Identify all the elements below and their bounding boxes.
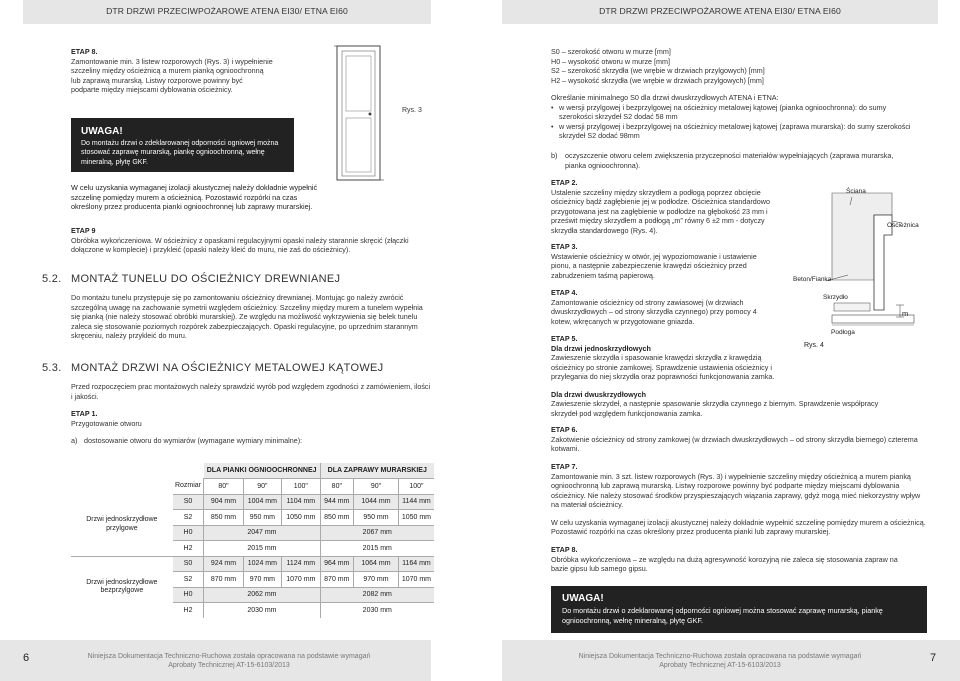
right-etap8-text: Obróbka wykończeniowa – ze względu na dużą agresywność korozyjną nie zaleca się stosowania zapraw na bazie gipsu lub samego gipsu.	[551, 554, 898, 573]
cell: 950 mm	[243, 510, 281, 526]
right-etap8-title: ETAP 8.	[551, 545, 578, 554]
left-etap1-title: ETAP 1.	[71, 409, 98, 418]
left-footer-note	[84, 652, 374, 671]
right-etap7-text2: W celu uzyskania wymaganej izolacji akustycznej należy dokładnie wypełnić szczelinę pomiędzy murem a ościeżnicą. Pozostawić rozpórki na czas określony przez producenta pianki lub zaprawy murarskiej.	[551, 517, 926, 536]
cell: 1044 mm	[354, 494, 399, 510]
right-footer-note	[565, 652, 875, 671]
left-footer-line-2: Aprobaty Technicznej AT-15-6103/2013	[168, 662, 290, 670]
left-page-number: 6	[23, 652, 30, 664]
cell: 944 mm	[320, 494, 354, 510]
cell-pianka: 2047 mm	[204, 525, 320, 541]
section-5-3-number: 5.3.	[42, 362, 62, 374]
section-5-2-title: MONTAŻ TUNELU DO OŚCIEŻNICY DREWNIANEJ	[71, 273, 341, 285]
right-header-title: DTR DRZWI PRZECIWPOŻAROWE ATENA EI30/ ETNA EI60	[599, 6, 841, 17]
row-key: H2	[173, 603, 204, 619]
row-key: H0	[173, 525, 204, 541]
left-etap9-title: ETAP 9	[71, 226, 96, 235]
figure-3-label: Rys. 3	[402, 107, 422, 114]
cell: 1050 mm	[282, 510, 320, 526]
point-b	[551, 151, 911, 170]
left-header-title: DTR DRZWI PRZECIWPOŻAROWE ATENA EI30/ ETNA EI60	[106, 6, 348, 17]
section-5-2-text: Do montażu tunelu przystępuje się po zamontowaniu ościeżnicy drewnianej. Montując go należy zwrócić szczególną uwagę na zachowanie symetrii względem ościeżnicy. Szczeliny między murem a tunelem wypełnia się pianką (nie należy stosować obróbki murarskiej). Ze względu na możliwość wykrzywienia się belek tunelu zaleca się stosowanie poziomych rozpórek zabezpieczających. Opaski regulacyjne, po uprzednim starannym skręceniu, należy przykleić do muru.	[71, 293, 423, 340]
cell: 1164 mm	[398, 556, 434, 572]
cell-zaprawa: 2030 mm	[362, 606, 392, 614]
fig4-label-skrzydlo: Skrzydło	[823, 294, 848, 301]
left-etap8-title: ETAP 8.	[71, 47, 98, 56]
right-etap6-text: Zakotwienie ościeżnicy od strony zamkowej (w drzwiach dwuskrzydłowych – od strony skrzydła biernego) czterema kotwami.	[551, 434, 918, 453]
def-s0: S0 – szerokość otworu w murze [mm]	[551, 47, 671, 56]
def-s2: S2 – szerokość skrzydła (we wrębie w drzwiach przylgowych) [mm]	[551, 66, 765, 75]
cell: 964 mm	[320, 556, 354, 572]
def-h0: H0 – wysokość otworu w murze [mm]	[551, 56, 671, 66]
left-etap9-text: Obróbka wykończeniowa. W ościeżnicy z opaskami regulacyjnymi opaski należy starannie skręcić (złączki dołączone w komplecie) i przykleić (opaski należy kleić do muru, nie zaś do ościeżnicy).	[71, 235, 409, 254]
s0-bullet-1: • w wersji przylgowej i bezprzylgowej na ościeżnicy metalowej kątowej (pianka ognioochronna): do sumy szerokości skrzydeł S2 dodać 58 mm	[551, 103, 911, 122]
left-etap8	[71, 47, 273, 95]
cell: 1070 mm	[282, 572, 320, 588]
left-etap1	[71, 409, 371, 428]
point-a	[71, 436, 401, 446]
fig4-label-m: m	[902, 309, 909, 318]
left-etap8-text: Zamontowanie min. 3 listew rozporowych (Rys. 3) i wypełnienie szczeliny między ościeżnicą a murem pianką ognioochronną lub zaprawą murarską. Listwy rozporowe powinny być podparte między miejscami dyblowania ościeżnicy.	[71, 56, 273, 94]
right-etap4-text: Zamontowanie ościeżnicy od strony zawiasowej (w drzwiach dwuskrzydłowych – od strony skrzydła czynnego) przy pomocy 4 kotew, wkręcanych w przygotowane gniazda.	[551, 297, 757, 326]
cell: 850 mm	[204, 510, 243, 526]
cell: 970 mm	[243, 572, 281, 588]
point-a-label: a)	[71, 436, 78, 445]
row-key: S2	[173, 510, 204, 526]
definitions	[551, 47, 931, 85]
header-zaprawa: DLA ZAPRAWY MURARSKIEJ	[320, 463, 434, 479]
right-etap4-title: ETAP 4.	[551, 288, 578, 297]
header-pianka: DLA PIANKI OGNIOOCHRONNEJ	[204, 463, 320, 479]
group-label-przylgowe: Drzwi jednoskrzydłowe przylgowe	[71, 494, 173, 556]
right-footer-line-1: Niniejsza Dokumentacja Techniczno-Ruchowa została opracowana na podstawie wymagań	[578, 653, 862, 660]
row-key: H0	[173, 587, 204, 603]
right-etap3-text: Wstawienie ościeżnicy w otwór, jej wypoziomowanie i ustawienie pionu, a następnie zabezpieczenie krawędzi ościeżnicy przed zabrudzeniem taśmą papierową.	[551, 251, 757, 280]
right-etap7-title: ETAP 7.	[551, 462, 578, 471]
left-footer-line-1: Niniejsza Dokumentacja Techniczno-Ruchowa została opracowana na podstawie wymagań	[87, 653, 371, 660]
row-key: S0	[173, 556, 204, 572]
right-etap7-text: Zamontowanie min. 3 szt. listew rozporowych (Rys. 3) i wypełnienie szczeliny między ościeżnicą a murem pianką ognioochronną lub zaprawą murarską. Listwy rozporowe powinny być podparte między miejscami dyblowania ościeżnicy. Nie należy stosować środków przyspieszających wiązania zaprawy, gdyż mogą mieć niekorzystny wpływ na materiał ościeżnicy.	[551, 471, 921, 509]
left-page-header	[23, 0, 431, 24]
size-cell: 90"	[354, 479, 399, 495]
s0-intro: Określanie minimalnego S0 dla drzwi dwuskrzydłowych ATENA i ETNA:	[551, 93, 779, 102]
fig4-label-rys4: Rys. 4	[804, 342, 824, 349]
right-warning-title: UWAGA!	[562, 593, 604, 604]
s0-bullet-2: • w wersji przylgowej i bezprzylgowej na ościeżnicy metalowej kątowej (zaprawa murarska): do sumy szerokości skrzydeł S2 dodać 98mm	[551, 122, 911, 141]
right-footer-line-2: Aprobaty Technicznej AT-15-6103/2013	[659, 662, 781, 670]
fig4-label-sciana: Ściana	[846, 188, 866, 195]
point-b-text: oczyszczenie otworu celem zwiększenia przyczepności materiałów wypełniających (zaprawa murarska, pianka ognioochronna).	[565, 151, 894, 170]
right-etap8	[551, 545, 911, 574]
cell-pianka: 2015 mm	[204, 541, 320, 557]
size-cell: 100"	[398, 479, 434, 495]
right-page-number: 7	[930, 652, 937, 664]
right-etap2-title: ETAP 2.	[551, 178, 578, 187]
cell: 1124 mm	[282, 556, 320, 572]
figure-4-section-drawing	[792, 185, 922, 355]
left-insulation-text: W celu uzyskania wymaganej izolacji akustycznej należy dokładnie wypełnić szczelinę pomiędzy murem a ościeżnicą. Pozostawić rozpórki na czas określony przez producenta pianki ognioochronnej lub zaprawy murarskiej.	[71, 183, 318, 212]
right-etap5-title: ETAP 5.	[551, 334, 578, 343]
cell: 1050 mm	[398, 510, 434, 526]
dimensions-table	[71, 463, 434, 618]
cell: 1024 mm	[243, 556, 281, 572]
cell: 970 mm	[354, 572, 399, 588]
right-etap6-title: ETAP 6.	[551, 425, 578, 434]
size-cell: 80"	[320, 479, 354, 495]
rozmiar-label: Rozmiar	[173, 479, 204, 495]
right-etap2	[551, 178, 783, 235]
right-etap2-text: Ustalenie szczeliny między skrzydłem a podłogą poprzez obcięcie ościeżnicy bądź zagłębienie jej w podłodze. Ościeżnica standardowo przygotowana jest na zagłębienie w podłodze na głębokość 23 mm i prześwit między skrzydłem a podłogą „m” równy 6 ±2 mm - dotyczy skrzydła standardowego (Rys. 4).	[551, 187, 770, 235]
right-page-header	[502, 0, 938, 24]
point-b-label: b)	[551, 151, 558, 160]
cell-pianka: 2062 mm	[204, 587, 320, 603]
right-etap5-text1: Zawieszenie skrzydła i spasowanie krawędzi skrzydła z krawędzią ościeżnicy po stronie zamkowej. Sprawdzenie ustawienia ościeżnicy i przylegania do niej skrzydła oraz poprawności funkcjonowania zamka.	[551, 353, 775, 381]
cell: 904 mm	[204, 494, 243, 510]
cell-pianka: 2030 mm	[204, 603, 320, 619]
right-etap5-text2: Zawieszenie skrzydeł, a następnie spasowanie skrzydła czynnego z biernym. Sprawdzenie współpracy skrzydeł pod względem funkcjonowania zamka.	[551, 399, 879, 418]
row-key: S0	[173, 494, 204, 510]
figure-3-door-drawing	[334, 42, 384, 184]
table-row-sizes	[71, 479, 434, 495]
size-cell: 90"	[243, 479, 281, 495]
size-cell: 100"	[282, 479, 320, 495]
right-etap4	[551, 288, 773, 326]
fig4-label-oscieznica: Ościeżnica	[887, 222, 919, 229]
left-warning-text: Do montażu drzwi o zdeklarowanej odporności ogniowej można stosować zaprawę murarską, piankę ognioochronną, wełnę mineralną, płytę GKF.	[81, 140, 279, 166]
right-etap5-sub2: Dla drzwi dwuskrzydłowych	[551, 389, 647, 399]
cell: 1064 mm	[354, 556, 399, 572]
table-row	[71, 494, 434, 510]
right-warning-text: Do montażu drzwi o zdeklarowanej odporności ogniowej można stosować zaprawę murarską, piankę ognioochronną, wełnę mineralną, płytę GKF.	[562, 606, 883, 625]
cell-zaprawa: 2082 mm	[320, 587, 434, 603]
right-etap6	[551, 425, 921, 454]
cell: 1104 mm	[282, 494, 320, 510]
cell: 1070 mm	[398, 572, 434, 588]
cell-zaprawa: 2067 mm	[320, 525, 434, 541]
section-5-3-heading	[42, 361, 383, 376]
right-etap5-sub1: Dla drzwi jednoskrzydłowych	[551, 343, 651, 353]
section-5-3-title: MONTAŻ DRZWI NA OŚCIEŻNICY METALOWEJ KĄTOWEJ	[71, 362, 384, 374]
left-warning-box	[71, 118, 294, 172]
left-etap1-text: Przygotowanie otworu	[71, 418, 142, 428]
left-warning-title: UWAGA!	[81, 126, 123, 137]
cell-zaprawa: 2015 mm	[320, 541, 434, 557]
size-cell: 80"	[204, 479, 243, 495]
point-a-text: dostosowanie otworu do wymiarów (wymagane wymiary minimalne):	[84, 436, 303, 445]
def-h2: H2 – wysokość skrzydła (we wrębie w drzwiach przylgowych) [mm]	[551, 75, 764, 85]
fig4-label-beton: Beton/Fianka	[793, 276, 832, 283]
cell: 1144 mm	[398, 494, 434, 510]
cell: 1004 mm	[243, 494, 281, 510]
section-5-2-heading	[42, 272, 340, 287]
cell: 870 mm	[204, 572, 243, 588]
table-row	[71, 556, 434, 572]
left-etap9	[71, 226, 426, 255]
cell: 950 mm	[354, 510, 399, 526]
row-key: H2	[173, 541, 204, 557]
section-5-3-text: Przed rozpoczęciem prac montażowych należy sprawdzić wyrób pod względem zgodności z zamówieniem, ilości i jakości.	[71, 382, 431, 401]
cell: 850 mm	[320, 510, 354, 526]
right-etap3-title: ETAP 3.	[551, 242, 578, 251]
group-label-bezprzylgowe: Drzwi jednoskrzydłowe bezprzylgowe	[86, 578, 158, 595]
cell: 924 mm	[204, 556, 243, 572]
row-key: S2	[173, 572, 204, 588]
right-warning-box	[551, 586, 927, 633]
cell: 870 mm	[320, 572, 354, 588]
section-5-2-number: 5.2.	[42, 273, 62, 285]
fig4-label-podloga: Podłoga	[831, 329, 855, 336]
right-etap3	[551, 242, 773, 280]
s0-rules	[551, 93, 911, 141]
right-etap7	[551, 462, 926, 537]
